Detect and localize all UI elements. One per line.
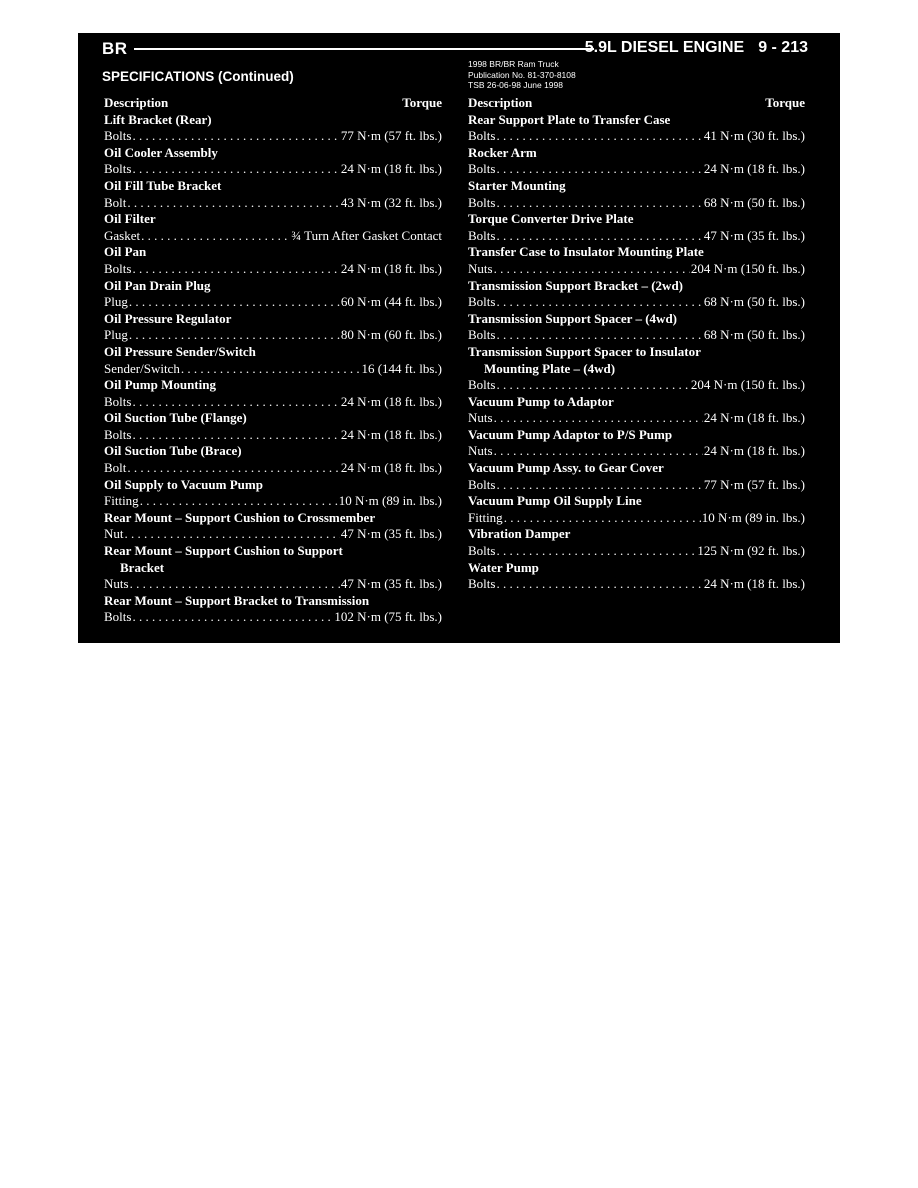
- leader-dots: [494, 410, 703, 427]
- spec-heading: Transfer Case to Insulator Mounting Plate: [468, 244, 704, 260]
- header-page-number: 9 - 213: [758, 39, 808, 56]
- spec-torque-value: 10 N·m (89 in. lbs.): [338, 493, 442, 509]
- spec-label: Bolts: [104, 128, 132, 144]
- spec-label: Bolts: [468, 161, 496, 177]
- spec-label: Bolts: [468, 327, 496, 343]
- spec-heading-continued: Mounting Plate – (4wd): [484, 360, 616, 376]
- spec-row: [104, 161, 442, 178]
- leader-dots: [181, 361, 361, 378]
- column-header-torque: Torque: [402, 95, 442, 110]
- spec-label: Bolts: [468, 128, 496, 144]
- spec-row: [104, 526, 442, 543]
- spec-heading: Rear Support Plate to Transfer Case: [468, 111, 671, 127]
- column-header-description: Description: [104, 95, 169, 110]
- spec-heading: Vacuum Pump Adaptor to P/S Pump: [468, 426, 673, 442]
- spec-row: [104, 394, 442, 411]
- spec-row: [104, 195, 442, 212]
- spec-heading: Oil Pressure Regulator: [104, 310, 232, 326]
- spec-row: [468, 410, 805, 427]
- spec-label: Bolts: [468, 194, 496, 210]
- spec-row: [468, 161, 805, 178]
- spec-heading: Oil Pan Drain Plug: [104, 277, 211, 293]
- leader-dots: [496, 377, 689, 394]
- spec-torque-value: 125 N·m (92 ft. lbs.): [697, 543, 805, 559]
- spec-label: Plug: [104, 294, 128, 310]
- spec-torque-value: 47 N·m (35 ft. lbs.): [340, 526, 442, 542]
- spec-row: [104, 609, 442, 626]
- leader-dots: [127, 195, 339, 212]
- spec-label: Bolts: [104, 426, 132, 442]
- leader-dots: [504, 510, 701, 527]
- publication-line-1: 1998 BR/BR Ram Truck: [468, 59, 559, 69]
- spec-torque-value: 77 N·m (57 ft. lbs.): [703, 476, 805, 492]
- spec-label: Bolts: [104, 609, 132, 625]
- leader-dots: [132, 261, 339, 278]
- publication-line-2: Publication No. 81-370-8108: [468, 69, 576, 80]
- spec-heading: Rocker Arm: [468, 144, 537, 160]
- spec-row: [468, 477, 805, 494]
- section-title: SPECIFICATIONS (Continued): [102, 69, 294, 84]
- spec-row: [104, 128, 442, 145]
- spec-heading: Vibration Damper: [468, 526, 571, 542]
- spec-heading: Transmission Support Spacer – (4wd): [468, 310, 677, 326]
- spec-label: Nuts: [468, 260, 493, 276]
- spec-torque-value: 68 N·m (50 ft. lbs.): [703, 294, 805, 310]
- spec-label: Bolt: [104, 194, 127, 210]
- spec-torque-value: 24 N·m (18 ft. lbs.): [703, 410, 805, 426]
- leader-dots: [496, 543, 696, 560]
- spec-row: [468, 128, 805, 145]
- spec-label: Fitting: [104, 493, 139, 509]
- spec-heading: Oil Supply to Vacuum Pump: [104, 476, 263, 492]
- leader-dots: [130, 576, 340, 593]
- leader-dots: [496, 195, 702, 212]
- spec-label: Nuts: [468, 410, 493, 426]
- column-header: [104, 95, 442, 112]
- spec-heading: Oil Suction Tube (Brace): [104, 443, 242, 459]
- spec-heading: Water Pump: [468, 559, 539, 575]
- spec-label: Bolt: [104, 460, 127, 476]
- spec-row: [468, 195, 805, 212]
- spec-torque-value: 24 N·m (18 ft. lbs.): [340, 260, 442, 276]
- spec-row: [468, 377, 805, 394]
- spec-heading-continued: Bracket: [120, 559, 165, 575]
- spec-label: Bolts: [468, 294, 496, 310]
- spec-row: [104, 460, 442, 477]
- leader-dots: [496, 161, 702, 178]
- spec-heading: Rear Mount – Support Bracket to Transmission: [104, 592, 370, 608]
- spec-torque-value: 24 N·m (18 ft. lbs.): [340, 426, 442, 442]
- spec-row: [468, 294, 805, 311]
- spec-label: Plug: [104, 327, 128, 343]
- spec-heading: Starter Mounting: [468, 177, 566, 193]
- publication-line-3: TSB 26-06-98 June 1998: [468, 80, 563, 90]
- column-header-description: Description: [468, 95, 533, 110]
- publication-info: [468, 59, 576, 91]
- spec-heading: Oil Cooler Assembly: [104, 144, 218, 160]
- spec-row: [104, 493, 442, 510]
- spec-heading: Oil Pump Mounting: [104, 377, 216, 393]
- spec-label: Gasket: [104, 227, 141, 243]
- leader-dots: [494, 443, 703, 460]
- leader-dots: [140, 493, 338, 510]
- spec-row: [468, 510, 805, 527]
- spec-torque-value: 24 N·m (18 ft. lbs.): [703, 443, 805, 459]
- spec-row: [468, 228, 805, 245]
- spec-label: Fitting: [468, 509, 503, 525]
- header-rule: [134, 48, 594, 50]
- spec-torque-value: 10 N·m (89 in. lbs.): [701, 509, 805, 525]
- header-section: [585, 39, 808, 57]
- leader-dots: [496, 477, 702, 494]
- column-header: [468, 95, 805, 112]
- spec-torque-value: 24 N·m (18 ft. lbs.): [340, 393, 442, 409]
- column-header-torque: Torque: [765, 95, 805, 110]
- spec-torque-value: 24 N·m (18 ft. lbs.): [703, 576, 805, 592]
- spec-label: Bolts: [104, 161, 132, 177]
- spec-label: Bolts: [468, 377, 496, 393]
- leader-dots: [132, 394, 339, 411]
- spec-torque-value: 43 N·m (32 ft. lbs.): [340, 194, 442, 210]
- leader-dots: [496, 327, 702, 344]
- header-model: BR: [102, 39, 128, 58]
- header-section-title: 5.9L DIESEL ENGINE: [584, 39, 745, 56]
- spec-torque-value: 77 N·m (57 ft. lbs.): [340, 128, 442, 144]
- leader-dots: [496, 576, 702, 593]
- spec-heading: Rear Mount – Support Cushion to Support: [104, 543, 343, 559]
- spec-torque-value: 102 N·m (75 ft. lbs.): [334, 609, 442, 625]
- revision-change-bar: [88, 298, 93, 313]
- leader-dots: [132, 609, 333, 626]
- spec-label: Nut: [104, 526, 124, 542]
- spec-row: [468, 576, 805, 593]
- spec-heading: Oil Pressure Sender/Switch: [104, 343, 256, 359]
- spec-heading: Transmission Support Bracket – (2wd): [468, 277, 684, 293]
- leader-dots: [494, 261, 690, 278]
- spec-torque-value: 204 N·m (150 ft. lbs.): [690, 377, 805, 393]
- spec-torque-value: 68 N·m (50 ft. lbs.): [703, 194, 805, 210]
- spec-label: Bolts: [468, 476, 496, 492]
- spec-row: [104, 327, 442, 344]
- spec-column-left: [104, 95, 442, 626]
- spec-torque-value: 60 N·m (44 ft. lbs.): [340, 294, 442, 310]
- leader-dots: [127, 460, 339, 477]
- spec-torque-value: 24 N·m (18 ft. lbs.): [340, 460, 442, 476]
- spec-heading: Vacuum Pump Oil Supply Line: [468, 493, 642, 509]
- spec-heading: Oil Filter: [104, 211, 156, 227]
- spec-heading: Torque Converter Drive Plate: [468, 211, 634, 227]
- spec-label: Bolts: [468, 576, 496, 592]
- spec-heading: Lift Bracket (Rear): [104, 111, 212, 127]
- leader-dots: [129, 294, 340, 311]
- spec-torque-value: 41 N·m (30 ft. lbs.): [703, 128, 805, 144]
- leader-dots: [132, 128, 339, 145]
- spec-label: Nuts: [468, 443, 493, 459]
- spec-row: [104, 228, 442, 245]
- spec-column-right: [468, 95, 805, 593]
- leader-dots: [132, 427, 339, 444]
- spec-label: Bolts: [104, 260, 132, 276]
- spec-torque-value: 47 N·m (35 ft. lbs.): [340, 576, 442, 592]
- spec-heading: Oil Suction Tube (Flange): [104, 410, 247, 426]
- spec-row: [468, 443, 805, 460]
- spec-label: Sender/Switch: [104, 360, 180, 376]
- spec-torque-value: 204 N·m (150 ft. lbs.): [690, 260, 805, 276]
- leader-dots: [496, 228, 702, 245]
- spec-torque-value: 24 N·m (18 ft. lbs.): [703, 161, 805, 177]
- spec-heading: Vacuum Pump to Adaptor: [468, 393, 614, 409]
- spec-heading: Rear Mount – Support Cushion to Crossmember: [104, 509, 376, 525]
- spec-heading: Oil Fill Tube Bracket: [104, 177, 222, 193]
- spec-row: [104, 361, 442, 378]
- spec-label: Bolts: [468, 543, 496, 559]
- spec-heading: Oil Pan: [104, 244, 147, 260]
- spec-row: [104, 294, 442, 311]
- spec-torque-value: 24 N·m (18 ft. lbs.): [340, 161, 442, 177]
- spec-label: Bolts: [104, 393, 132, 409]
- spec-label: Nuts: [104, 576, 129, 592]
- spec-torque-value: 16 (144 ft. lbs.): [361, 360, 442, 376]
- spec-row: [468, 261, 805, 278]
- spec-torque-value: 47 N·m (35 ft. lbs.): [703, 227, 805, 243]
- spec-row: [104, 427, 442, 444]
- spec-page-panel: [78, 33, 840, 643]
- spec-torque-value: ¾ Turn After Gasket Contact: [291, 227, 442, 243]
- spec-heading: Vacuum Pump Assy. to Gear Cover: [468, 460, 664, 476]
- leader-dots: [132, 161, 339, 178]
- leader-dots: [496, 128, 702, 145]
- leader-dots: [496, 294, 702, 311]
- spec-row: [104, 261, 442, 278]
- spec-label: Bolts: [468, 227, 496, 243]
- spec-torque-value: 80 N·m (60 ft. lbs.): [340, 327, 442, 343]
- leader-dots: [125, 526, 340, 543]
- spec-torque-value: 68 N·m (50 ft. lbs.): [703, 327, 805, 343]
- leader-dots: [141, 228, 290, 245]
- spec-row: [104, 576, 442, 593]
- spec-row: [468, 543, 805, 560]
- spec-row: [468, 327, 805, 344]
- spec-heading: Transmission Support Spacer to Insulator: [468, 343, 701, 359]
- leader-dots: [129, 327, 340, 344]
